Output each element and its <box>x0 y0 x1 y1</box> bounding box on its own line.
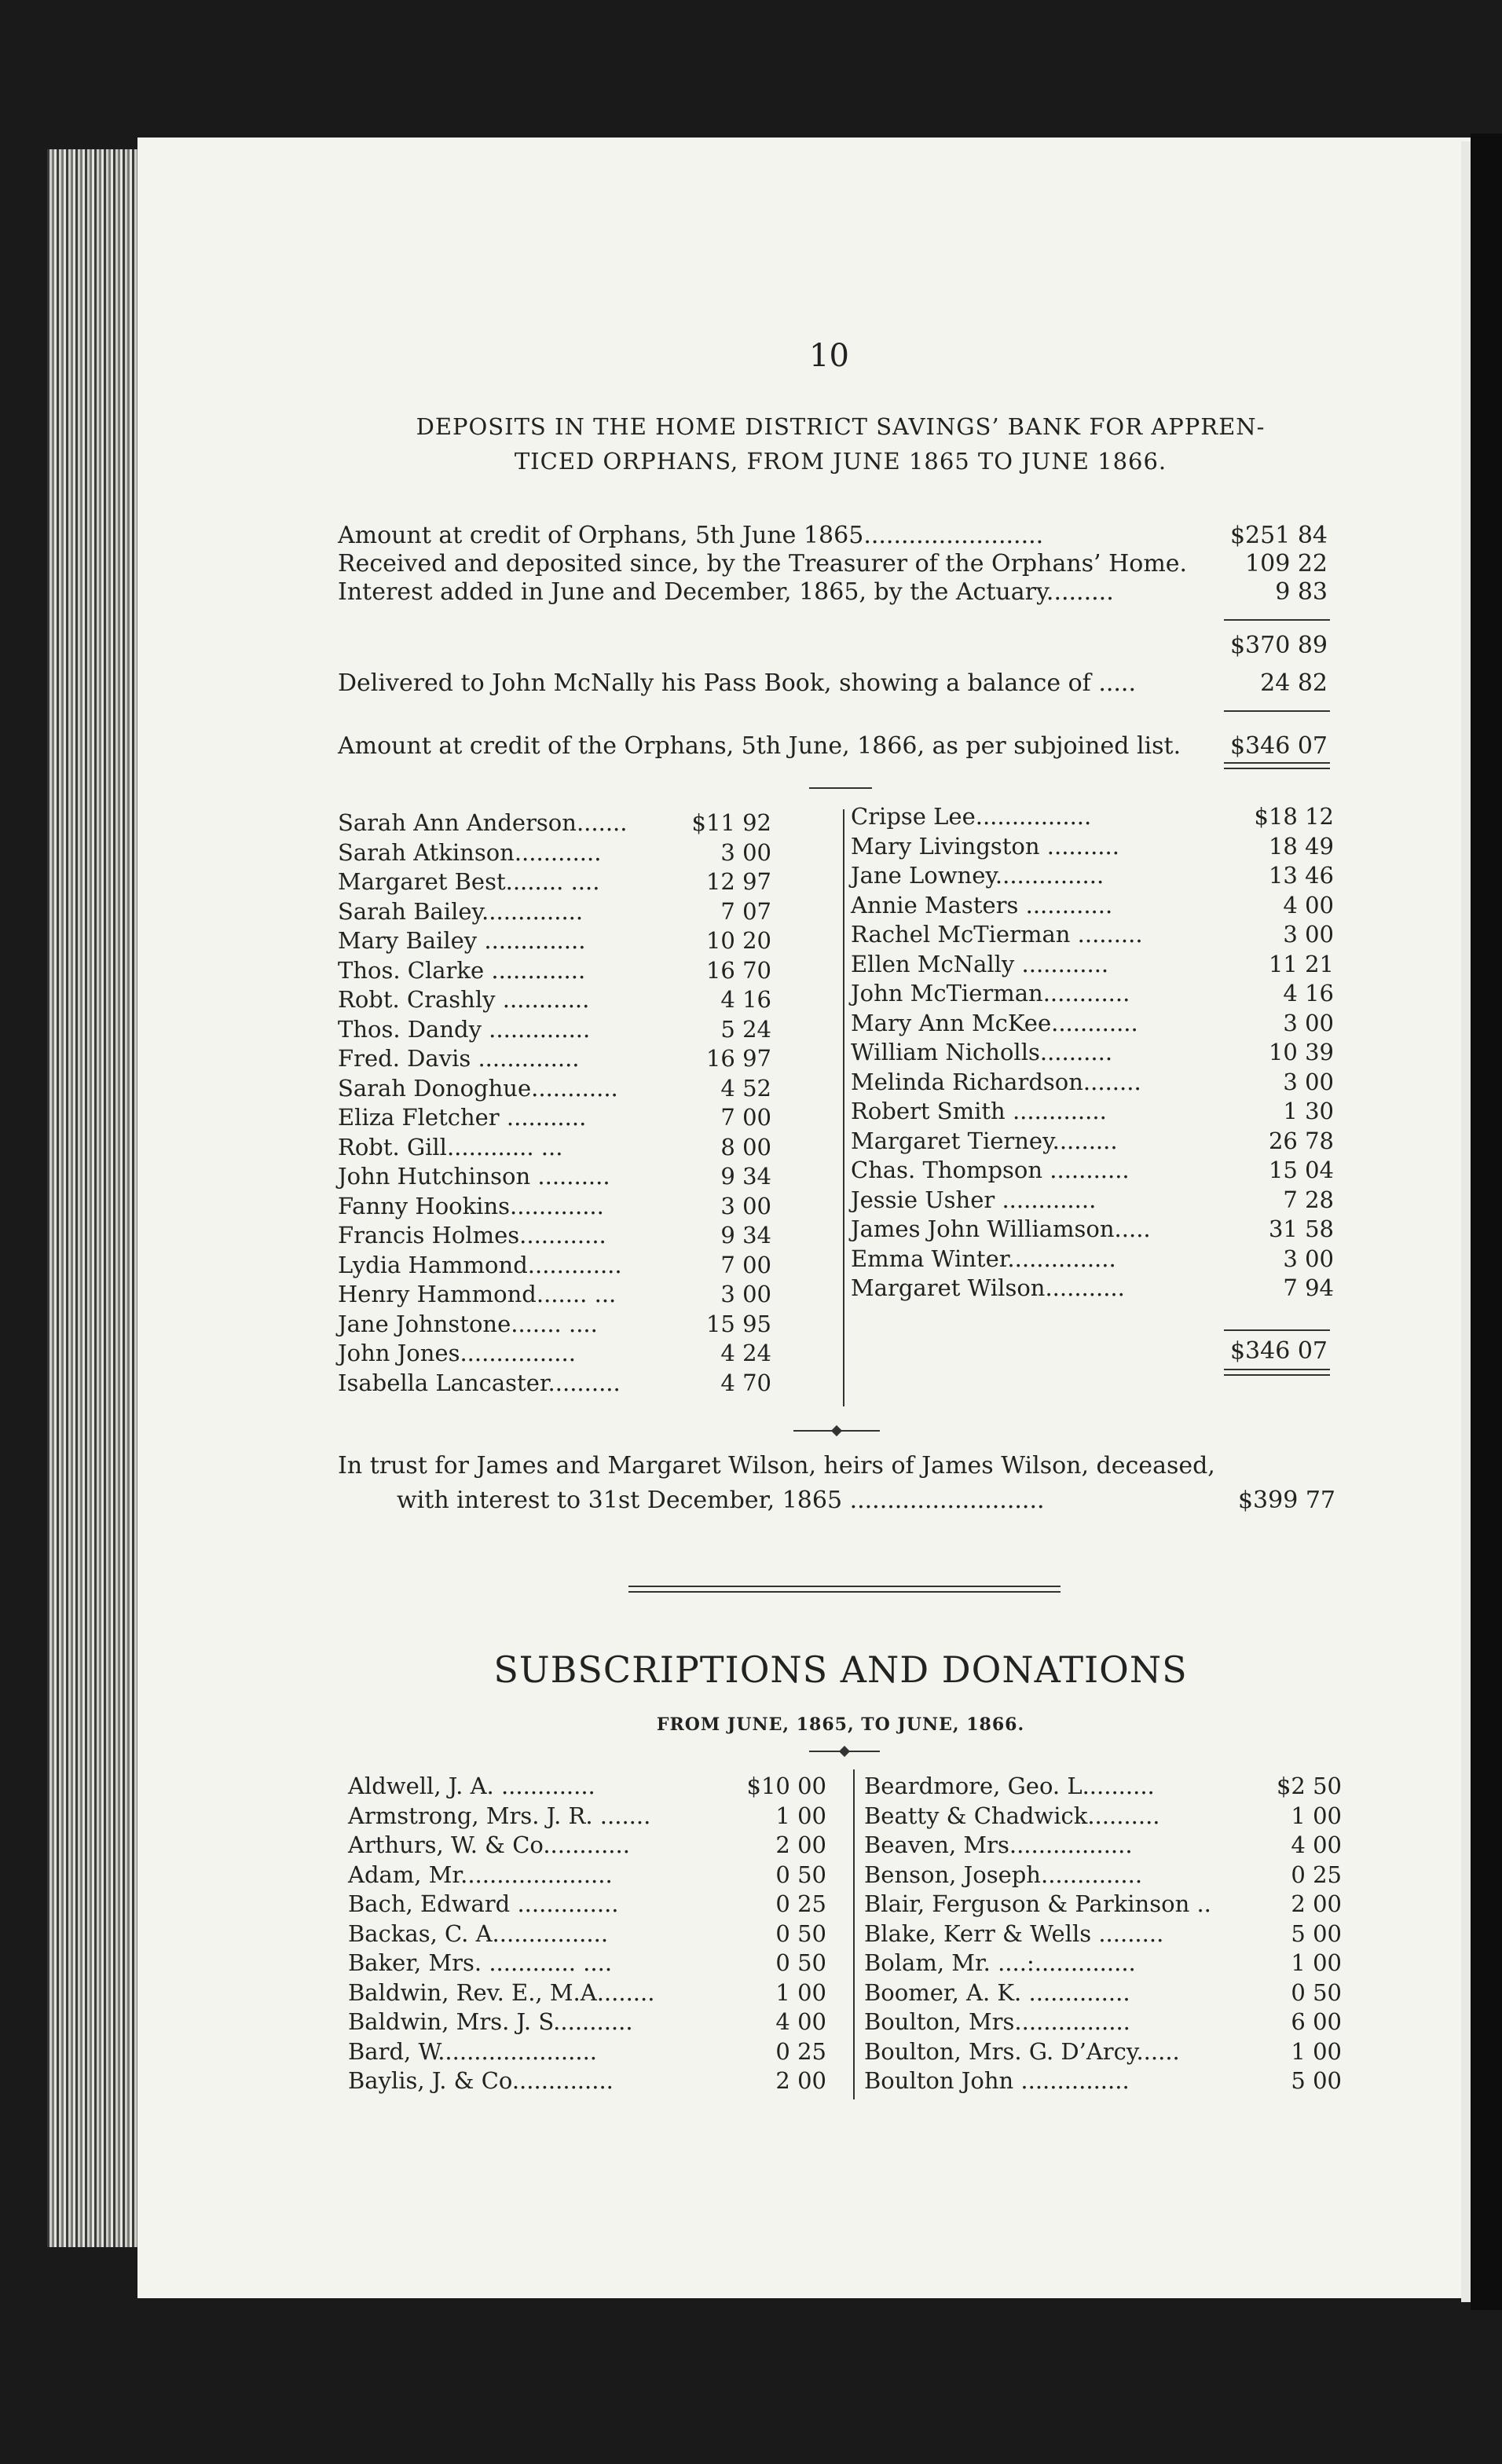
subtotal-rule <box>1224 619 1330 621</box>
scan-border <box>1471 134 1502 2310</box>
subscriber-amount: 0 50 <box>775 1949 826 1976</box>
subscriber-name: Armstrong, Mrs. J. R. ....... <box>348 1802 651 1829</box>
depositor-amount: 4 24 <box>720 1340 771 1366</box>
depositor-amount: 7 00 <box>720 1104 771 1131</box>
summary-text: Delivered to John McNally his Pass Book, showing a balance of ..... <box>338 669 1137 697</box>
depositor-amount: 11 21 <box>1268 950 1334 977</box>
depositor-name: William Nicholls.......... <box>851 1039 1113 1065</box>
depositor-name: Sarah Bailey.............. <box>338 897 584 925</box>
subscriptions-subtitle: FROM JUNE, 1865, TO JUNE, 1866. <box>656 1714 1025 1735</box>
depositor-amount: 18 49 <box>1268 832 1334 860</box>
depositor-name: Isabella Lancaster.......... <box>338 1369 621 1396</box>
depositor-name: James John Williamson..... <box>851 1216 1151 1242</box>
summary-amount: 109 22 <box>1245 550 1328 578</box>
depositor-amount: 4 00 <box>1283 891 1334 918</box>
depositor-amount: 7 07 <box>720 897 771 925</box>
trust-line1: In trust for James and Margaret Wilson, heirs of James Wilson, deceased, <box>338 1452 1215 1480</box>
depositor-amount: 16 97 <box>705 1045 771 1072</box>
total-double-rule <box>1224 762 1330 769</box>
depositor-name: Jessie Usher ............. <box>851 1186 1097 1213</box>
subscriber-amount: 2 00 <box>1291 1890 1342 1917</box>
deposits-heading-line1: DEPOSITS IN THE HOME DISTRICT SAVINGS’ BANK FOR APPREN- <box>416 413 1266 440</box>
subscriber-name: Beardmore, Geo. L.......... <box>864 1773 1155 1799</box>
summary-amount: $370 89 <box>1229 632 1328 659</box>
subscriber-name: Blair, Ferguson & Parkinson .. <box>864 1890 1211 1917</box>
subscriber-amount: 4 00 <box>775 2008 826 2035</box>
subscriber-name: Beatty & Chadwick.......... <box>864 1802 1160 1829</box>
depositor-amount: 9 34 <box>720 1222 771 1248</box>
summary-amount: $251 84 <box>1229 522 1328 549</box>
subscriber-name: Bach, Edward .............. <box>348 1890 619 1917</box>
list-total-double-rule <box>1224 1369 1330 1376</box>
deposits-heading-line2: TICED ORPHANS, FROM JUNE 1865 TO JUNE 1866. <box>514 448 1167 475</box>
separator-rule <box>809 787 872 789</box>
subscriber-name: Boulton, Mrs. G. D’Arcy...... <box>864 2037 1180 2065</box>
depositor-amount: 31 58 <box>1268 1216 1334 1242</box>
depositor-amount: 10 20 <box>705 927 771 954</box>
depositor-amount: 26 78 <box>1268 1127 1334 1154</box>
depositor-name: Mary Bailey .............. <box>338 927 586 954</box>
depositor-amount: 3 00 <box>1283 921 1334 948</box>
list-total-rule <box>1224 1329 1330 1331</box>
depositor-name: Sarah Atkinson............ <box>338 838 602 866</box>
depositor-name: Ellen McNally ............ <box>851 950 1109 977</box>
page-edges <box>47 149 141 2247</box>
subscriber-amount: 1 00 <box>775 1802 826 1829</box>
subscriber-amount: 2 00 <box>775 1832 826 1858</box>
depositor-amount: 13 46 <box>1268 862 1334 889</box>
subscriber-name: Backas, C. A................ <box>348 1920 609 1947</box>
subscriptions-title: SUBSCRIPTIONS AND DONATIONS <box>493 1648 1188 1691</box>
subscriber-amount: 0 50 <box>775 1920 826 1947</box>
depositor-amount: $18 12 <box>1254 803 1334 830</box>
summary-amount: 24 82 <box>1260 669 1328 697</box>
depositor-name: Jane Johnstone....... .... <box>338 1310 598 1337</box>
depositor-amount: 7 00 <box>720 1251 771 1278</box>
depositor-name: Eliza Fletcher ........... <box>338 1104 587 1131</box>
subscriber-name: Bolam, Mr. ....:.............. <box>864 1949 1136 1976</box>
subscriber-amount: 4 00 <box>1291 1832 1342 1858</box>
depositor-amount: 10 39 <box>1268 1039 1334 1065</box>
depositor-amount: 15 04 <box>1268 1157 1334 1183</box>
depositor-name: Thos. Dandy .............. <box>338 1015 591 1043</box>
depositor-amount: 7 28 <box>1283 1186 1334 1213</box>
page-number: 10 <box>809 338 849 374</box>
depositor-amount: $11 92 <box>691 809 771 836</box>
depositor-name: Margaret Wilson........... <box>851 1274 1125 1301</box>
depositor-name: Jane Lowney............... <box>851 862 1105 889</box>
subscriber-amount: $2 50 <box>1276 1773 1342 1799</box>
depositor-name: Fanny Hookins............. <box>338 1192 604 1219</box>
subscriber-name: Adam, Mr..................... <box>348 1861 613 1888</box>
depositor-amount: 4 16 <box>720 986 771 1013</box>
subscriber-amount: 6 00 <box>1291 2008 1342 2035</box>
subscriber-name: Bard, W...................... <box>348 2037 598 2065</box>
depositor-name: Mary Ann McKee............ <box>851 1009 1138 1036</box>
depositor-name: Margaret Best........ .... <box>338 868 600 895</box>
summary-amount: $346 07 <box>1229 732 1328 760</box>
subscriber-name: Boomer, A. K. .............. <box>864 1978 1130 2006</box>
subscriber-amount: $10 00 <box>746 1773 826 1799</box>
depositor-amount: 4 70 <box>720 1369 771 1396</box>
depositor-name: Annie Masters ............ <box>851 891 1113 918</box>
summary-text: Interest added in June and December, 1865, by the Actuary......... <box>338 578 1114 606</box>
depositor-amount: 3 00 <box>1283 1068 1334 1095</box>
column-divider <box>843 809 844 1406</box>
depositor-amount: 3 00 <box>720 1281 771 1307</box>
depositor-name: Mary Livingston .......... <box>851 832 1119 860</box>
depositor-name: Emma Winter............... <box>851 1245 1116 1272</box>
depositor-amount: 1 30 <box>1283 1098 1334 1124</box>
depositor-amount: 5 24 <box>720 1015 771 1043</box>
depositor-amount: 12 97 <box>705 868 771 895</box>
summary-amount: 9 83 <box>1275 578 1328 606</box>
depositor-name: Margaret Tierney......... <box>851 1127 1118 1154</box>
depositor-name: Chas. Thompson ........... <box>851 1157 1130 1183</box>
depositor-name: Sarah Ann Anderson....... <box>338 809 628 836</box>
subscriber-amount: 0 25 <box>1291 1861 1342 1888</box>
subscriber-name: Baldwin, Rev. E., M.A........ <box>348 1978 655 2006</box>
subscriber-amount: 1 00 <box>1291 1949 1342 1976</box>
depositor-name: Sarah Donoghue............ <box>338 1074 618 1102</box>
depositor-name: Henry Hammond....... ... <box>338 1281 617 1307</box>
list-total: $346 07 <box>1229 1337 1328 1365</box>
depositor-amount: 9 34 <box>720 1163 771 1190</box>
depositor-name: Thos. Clarke ............. <box>338 956 586 984</box>
depositor-name: Cripse Lee................ <box>851 803 1092 830</box>
facing-page-edge <box>1461 141 1471 2302</box>
depositor-amount: 3 00 <box>720 1192 771 1219</box>
trust-line2: with interest to 31st December, 1865 .......................... <box>397 1487 1045 1514</box>
subscriber-amount: 0 50 <box>775 1861 826 1888</box>
depositor-amount: 7 94 <box>1283 1274 1334 1301</box>
depositor-name: Francis Holmes............ <box>338 1222 606 1248</box>
depositor-name: Melinda Richardson........ <box>851 1068 1141 1095</box>
depositor-name: Robert Smith ............. <box>851 1098 1107 1124</box>
subscriber-amount: 0 50 <box>1291 1978 1342 2006</box>
subscriber-name: Benson, Joseph.............. <box>864 1861 1143 1888</box>
depositor-name: Robt. Crashly ............ <box>338 986 590 1013</box>
depositor-amount: 4 16 <box>1283 980 1334 1006</box>
subscriber-amount: 0 25 <box>775 2037 826 2065</box>
subtotal-rule <box>1224 710 1330 712</box>
summary-text: Amount at credit of Orphans, 5th June 1865........................ <box>338 522 1044 549</box>
depositor-amount: 15 95 <box>705 1310 771 1337</box>
summary-text: Received and deposited since, by the Treasurer of the Orphans’ Home. <box>338 550 1188 578</box>
subscriber-amount: 2 00 <box>775 2067 826 2094</box>
section-divider <box>628 1586 1061 1593</box>
depositor-name: Rachel McTierman ......... <box>851 921 1143 948</box>
subscriber-amount: 5 00 <box>1291 2067 1342 2094</box>
subscriber-name: Baylis, J. & Co.............. <box>348 2067 614 2094</box>
depositor-name: Lydia Hammond............. <box>338 1251 622 1278</box>
depositor-name: John Hutchinson .......... <box>338 1163 610 1190</box>
depositor-name: John Jones................ <box>338 1340 576 1366</box>
depositor-amount: 8 00 <box>720 1133 771 1160</box>
subscriber-name: Beaven, Mrs................. <box>864 1832 1133 1858</box>
subscriber-amount: 0 25 <box>775 1890 826 1917</box>
depositor-amount: 3 00 <box>1283 1009 1334 1036</box>
subscriber-amount: 5 00 <box>1291 1920 1342 1947</box>
subscriber-name: Boulton John ............... <box>864 2067 1130 2094</box>
summary-text: Amount at credit of the Orphans, 5th June, 1866, as per subjoined list. <box>338 732 1181 760</box>
depositor-name: Robt. Gill............ ... <box>338 1133 563 1160</box>
subscriber-name: Baker, Mrs. ............ .... <box>348 1949 613 1976</box>
depositor-amount: 4 52 <box>720 1074 771 1102</box>
depositor-name: John McTierman............ <box>851 980 1130 1006</box>
subscriber-name: Blake, Kerr & Wells ......... <box>864 1920 1164 1947</box>
subscriber-amount: 1 00 <box>1291 1802 1342 1829</box>
subscriber-amount: 1 00 <box>775 1978 826 2006</box>
depositor-amount: 3 00 <box>720 838 771 866</box>
subscriber-name: Aldwell, J. A. ............. <box>348 1773 595 1799</box>
subscriber-name: Baldwin, Mrs. J. S........... <box>348 2008 633 2035</box>
depositor-amount: 16 70 <box>705 956 771 984</box>
depositor-amount: 3 00 <box>1283 1245 1334 1272</box>
depositor-name: Fred. Davis .............. <box>338 1045 580 1072</box>
subscriber-amount: 1 00 <box>1291 2037 1342 2065</box>
subscriber-name: Boulton, Mrs................ <box>864 2008 1130 2035</box>
column-divider <box>853 1769 855 2099</box>
subscriber-name: Arthurs, W. & Co............ <box>348 1832 630 1858</box>
trust-amount: $399 77 <box>1237 1487 1335 1514</box>
